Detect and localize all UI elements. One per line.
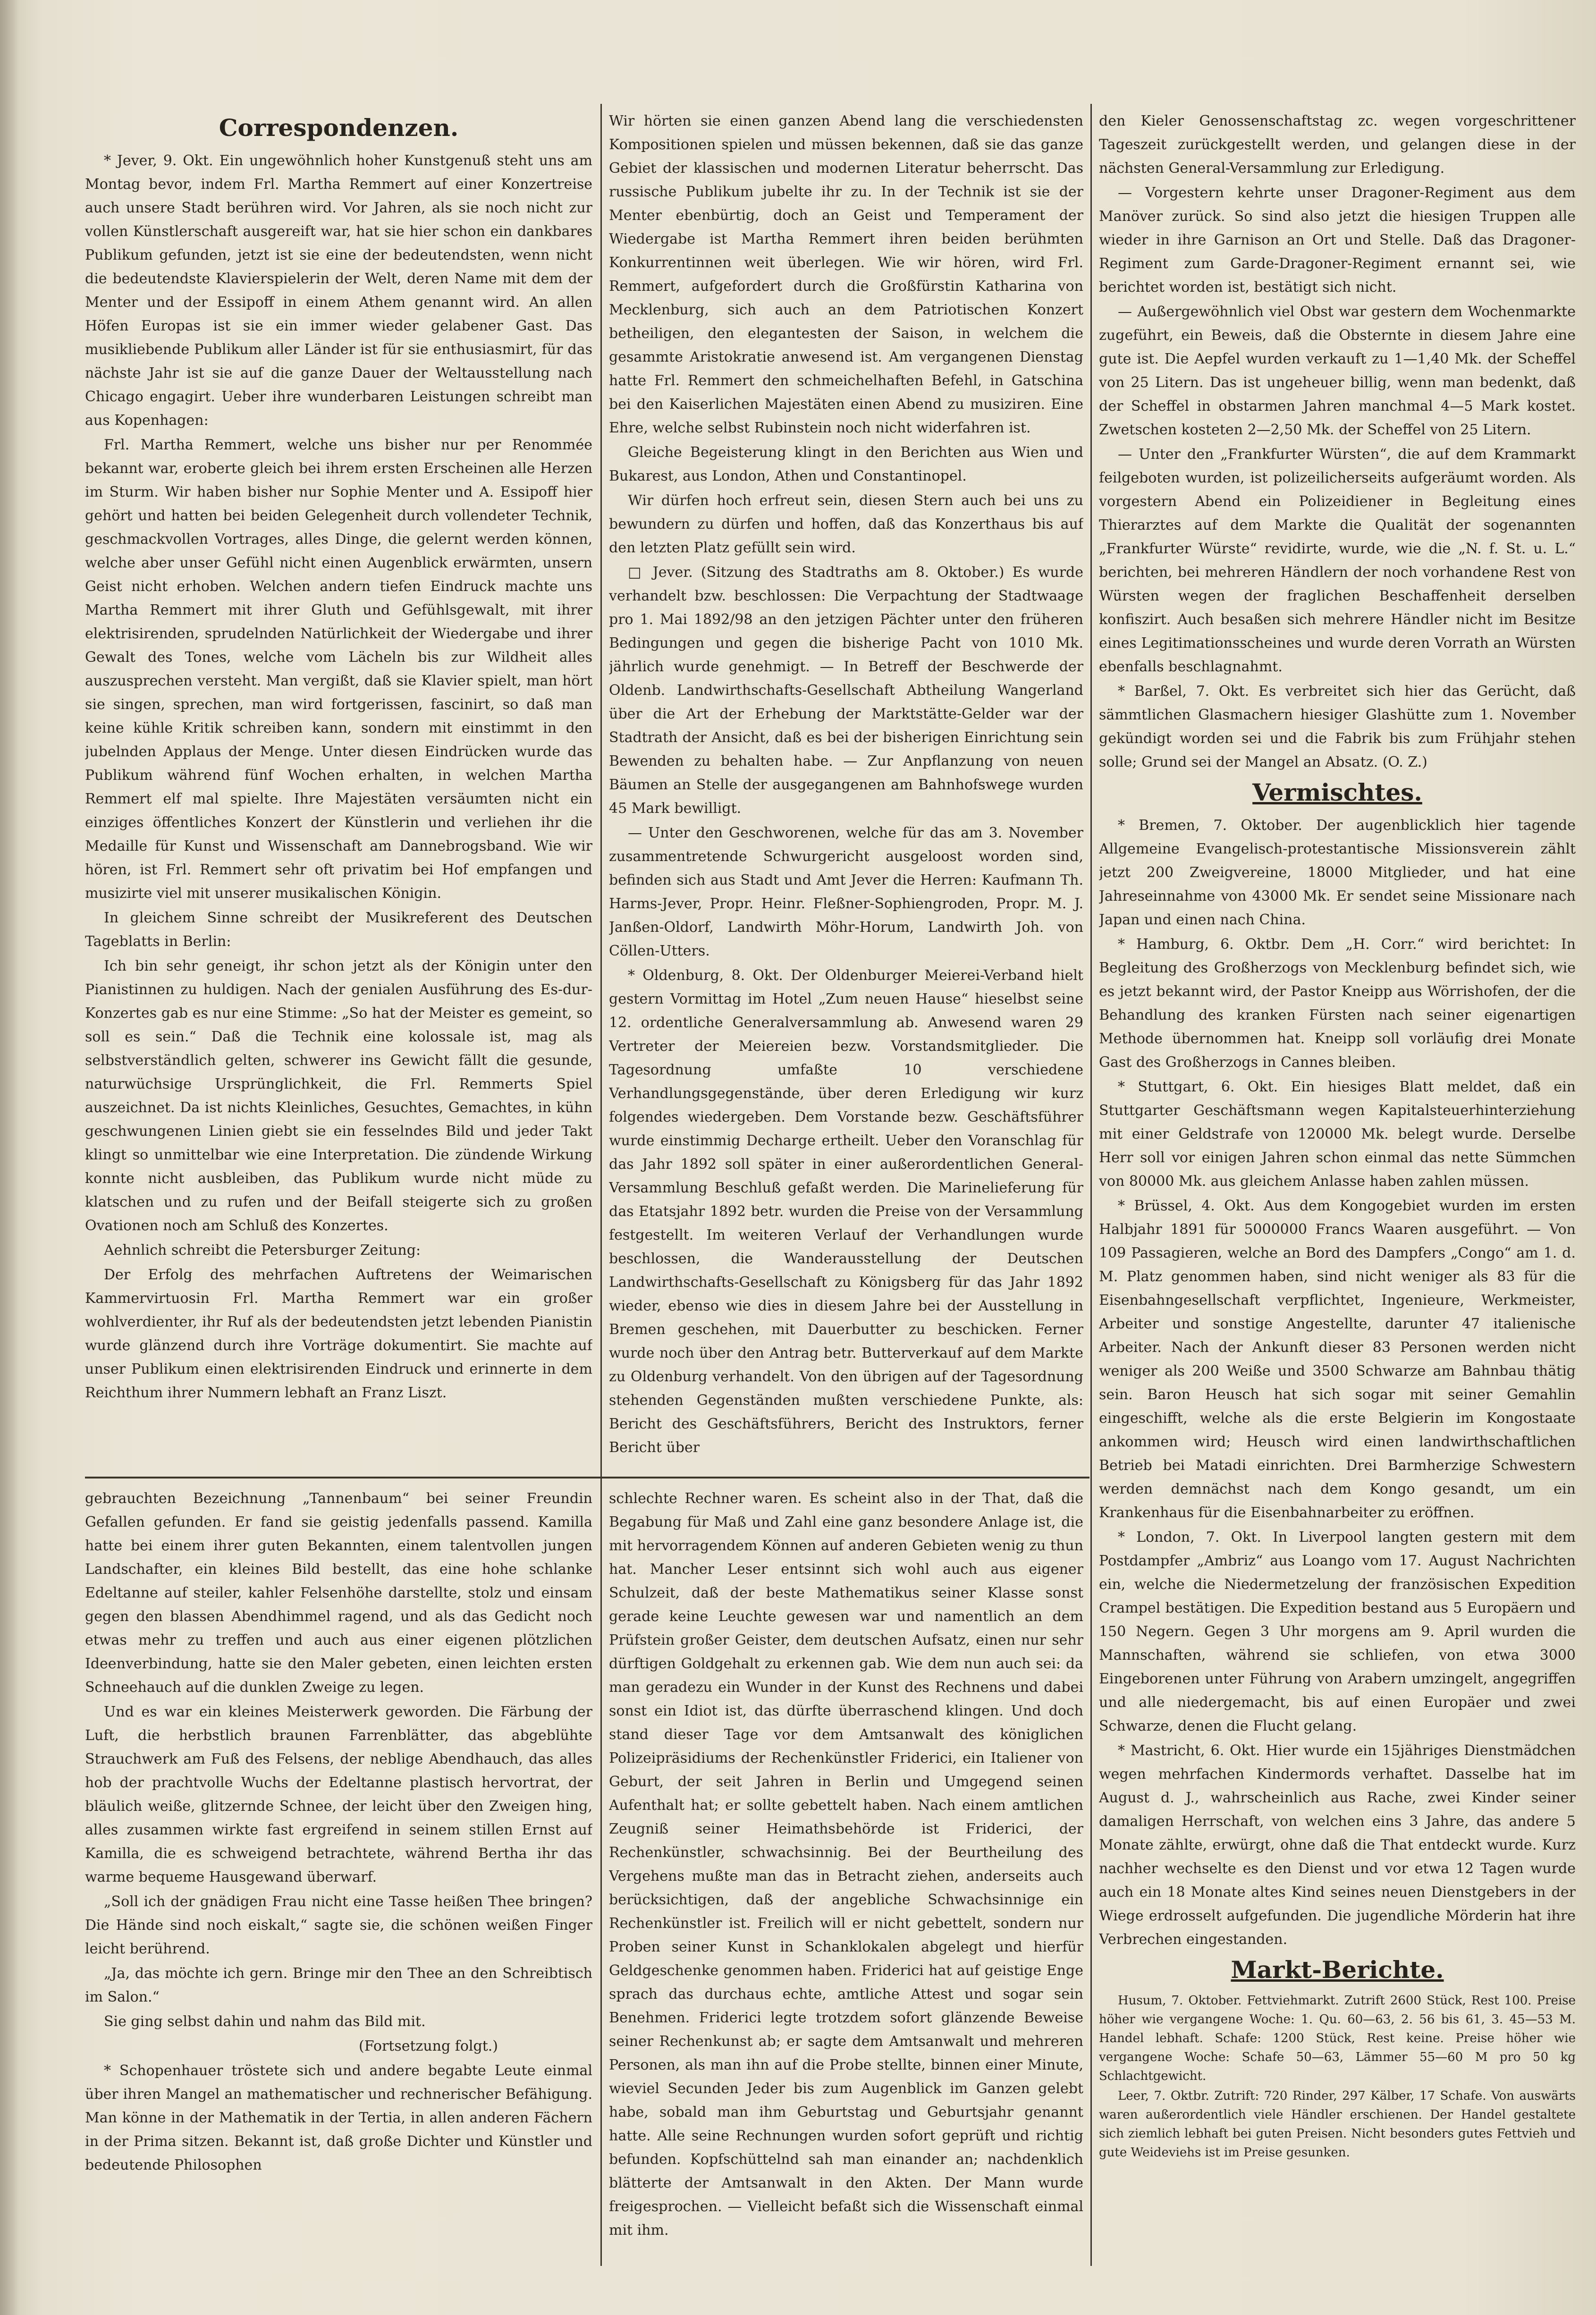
feuilleton-story-part-5: Sie ging selbst dahin und nahm das Bild mit.	[104, 2013, 426, 2030]
feuilleton-story-part-3: „Soll ich der gnädigen Frau nicht eine Tasse heißen Thee bringen? Die Hände sind noch eiskalt,“ sagte sie, die schönen weißen Finger leicht berührend.	[85, 1893, 592, 1957]
article-jever-stadtrath: □ Jever. (Sitzung des Stadtraths am 8. Oktober.) Es wurde verhandelt bzw. beschlossen: Die Verpachtung der Stadtwaage pro 1. Mai 1892/98 an den jetzigen Pächter unter den früheren Bedingungen und gegen die bisherige Pacht von 1010 Mk. jährlich wurde genehmigt. — In Betreff der Beschwerde der Oldenb. Landwirthschafts-Gesellschaft Abtheilung Wangerland über die Art der Erhebung der Marktstätte-Gelder war der Stadtrath der Ansicht, daß es bei der bisherigen Einrichtung sein Bewenden zu behalten habe. — Zur Anpflanzung von neuen Bäumen an Stelle der ausgegangenen am Bahnhofswege wurden 45 Mark bewilligt.	[609, 564, 1083, 817]
article-obst: — Außergewöhnlich viel Obst war gestern dem Wochenmarkte zugeführt, ein Beweis, daß die Obsternte in diesem Jahre eine gute ist. Die Aepfel wurden verkauft zu 1—1,40 Mk. der Scheffel von 25 Litern. Das ist ungeheuer billig, wenn man bedenkt, daß der Scheffel in obstarmen Jahren manchmal 4—5 Mark kostet. Zwetschen kosteten 2—2,50 Mk. der Scheffel von 25 Litern.	[1099, 304, 1576, 438]
article-wuerste: — Unter den „Frankfurter Würsten“, die auf dem Krammarkt feilgeboten wurden, ist polizeilicherseits aufgeräumt worden. Als vorgestern Abend ein Polizeidiener in Begleitung eines Thierarztes auf dem Markte die Qualität der sogenannten „Frankfurter Würste“ revidirte, wurde, wie die „N. f. St. u. L.“ berichten, bei mehreren Händlern der noch vorhandene Rest von Würsten wegen der fraglichen Beschaffenheit derselben konfiszirt. Auch besaßen sich mehrere Händler nicht im Besitze eines Legitimationsscheines und wurde deren Vorrath an Würsten ebenfalls beschlagnahmt.	[1099, 446, 1576, 675]
article-bremen: * Bremen, 7. Oktober. Der augenblicklich hier tagende Allgemeine Evangelisch-protestantische Missionsverein zählt jetzt 200 Zweigvereine, 18000 Mitglieder, und hat eine Jahreseinnahme von 43000 Mk. Er sendet seine Missionare nach Japan und einen nach China.	[1099, 817, 1576, 928]
column-rule-2	[1090, 104, 1092, 2266]
article-london: * London, 7. Okt. In Liverpool langten gestern mit dem Postdampfer „Ambriz“ aus Loango vom 17. August Nachrichten ein, welche die Niedermetzelung der französischen Expedition Crampel bestätigen. Die Expedition bestand aus 5 Europäern und 150 Negern. Gegen 3 Uhr morgens am 9. April wurden die Mannschaften, während sie schliefen, von etwa 3000 Eingeborenen unter Führung von Arabern umzingelt, angegriffen und alle niedergemacht, bis auf einen Europäer und zwei Schwarze, denen die Flucht gelang.	[1099, 1529, 1576, 1734]
feuilleton-story-part-1: gebrauchten Bezeichnung „Tannenbaum“ bei seiner Freundin Gefallen gefunden. Er fand sie geistig jedenfalls passend. Kamilla hatte bei einem ihrer guten Bekannten, einem talentvollen jungen Landschafter, ein kleines Bild bestellt, das eine hohe schlanke Edeltanne auf steiler, kahler Felsenhöhe darstellte, stolz und einsam gegen den blassen Abendhimmel ragend, und als das Gedicht noch etwas mehr zu treffen und auch aus einer eigenen plötzlichen Ideenverbindung, hatte sie den Maler gebeten, einen leichten ersten Schneehauch auf die dunklen Zweige zu legen.	[85, 1490, 592, 1696]
column-rule-1	[600, 104, 602, 2266]
continuation-note: (Fortsetzung folgt.)	[359, 2038, 498, 2054]
article-berlin-intro: In gleichem Sinne schreibt der Musikreferent des Deutschen Tageblatts in Berlin:	[85, 910, 592, 950]
feuilleton-schopenhauer: * Schopenhauer tröstete sich und andere begabte Leute einmal über ihren Mangel an mathematischer und rechnerischer Befähigung. Man könne in der Mathematik in der Tertia, in allen anderen Fächern in der Prima sitzen. Bekannt ist, daß große Dichter und Künstler und bedeutende Philosophen	[85, 2062, 592, 2173]
article-dragoner: — Vorgestern kehrte unser Dragoner-Regiment aus dem Manöver zurück. So sind also jetzt die hiesigen Truppen alle wieder in ihre Garnison an Ort und Stelle. Daß das Dragoner-Regiment zum Garde-Dragoner-Regiment ernannt sei, wie berichtet worden ist, bestätigt sich nicht.	[1099, 185, 1576, 296]
article-petersburg-cont: Wir hörten sie einen ganzen Abend lang die verschiedensten Kompositionen spielen und müssen bekennen, daß sie das ganze Gebiet der klassischen und modernen Literatur beherrscht. Das russische Publikum jubelte ihr zu. In der Technik ist sie der Menter ebenbürtig, doch an Geist und Temperament der Wiedergabe ist Martha Remmert ihren beiden berühmten Konkurrentinnen weit überlegen. Wie wir hören, wird Frl. Remmert, aufgefordert durch die Großfürstin Katharina von Mecklenburg, sich auch an dem Patriotischen Konzert betheiligen, den elegantesten der Saison, in welchem die gesammte Aristokratie anwesend ist. Am vergangenen Dienstag hatte Frl. Remmert den schmeichelhaften Befehl, in Gatschina bei den Kaiserlichen Majestäten einen Abend zu musiziren. Eine Ehre, welche selbst Rubinstein noch nicht widerfahren ist.	[609, 113, 1083, 436]
article-konzerthaus: Wir dürfen hoch erfreut sein, diesen Stern auch bei uns zu bewundern zu dürfen und hoffen, daß das Konzerthaus bis auf den letzten Platz gefüllt sein wird.	[609, 492, 1083, 556]
article-hamburg: * Hamburg, 6. Oktbr. Dem „H. Corr.“ wird berichtet: In Begleitung des Großherzogs von Mecklenburg befindet sich, wie es jetzt bekannt wird, der Pastor Kneipp aus Wörrishofen, der die Behandlung des kranken Fürsten nach seiner eigenartigen Methode übernommen hat. Kneipp soll vorläufig drei Monate Gast des Großherzogs in Cannes bleiben.	[1099, 936, 1576, 1071]
article-begeisterung: Gleiche Begeisterung klingt in den Berichten aus Wien und Bukarest, aus London, Athen und Constantinopel.	[609, 444, 1083, 484]
article-stuttgart: * Stuttgart, 6. Okt. Ein hiesiges Blatt meldet, daß ein Stuttgarter Geschäftsmann wegen Kapitalsteuerhinterziehung mit einer Geldstrafe von 120000 Mk. belegt wurde. Derselbe Herr soll vor einigen Jahren schon einmal das nette Sümmchen von 80000 Mk. aus gleichem Anlasse haben zahlen müssen.	[1099, 1079, 1576, 1190]
article-geschworene: — Unter den Geschworenen, welche für das am 3. November zusammentretende Schwurgericht ausgeloost worden sind, befinden sich aus Stadt und Amt Jever die Herren: Kaufmann Th. Harms-Jever, Propr. Heinr. Fleßner-Sophiengroden, Propr. M. J. Janßen-Oldorf, Landwirth Möhr-Horum, Landwirth Joh. von Cöllen-Utters.	[609, 825, 1083, 959]
feuilleton-column-1	[85, 1487, 592, 2271]
column-2	[609, 110, 1083, 1471]
article-mastricht: * Mastricht, 6. Okt. Hier wurde ein 15jähriges Dienstmädchen wegen mehrfachen Kindermords verhaftet. Dasselbe hat im August d. J., wahrscheinlich aus Rache, zwei Kinder seiner damaligen Herrschaft, von welchen eins 3 Jahre, das andere 5 Monate zählte, erwürgt, ohne daß die That entdeckt wurde. Kurz nachher wechselte es den Dienst und vor etwa 12 Tagen wurde auch ein 18 Monate altes Kind seines neuen Dienstgebers in der Wiege erdrosselt aufgefunden. Die jugendliche Mörderin hat ihre Verbrechen eingestanden.	[1099, 1742, 1576, 1948]
article-petersburg-quote: Der Erfolg des mehrfachen Auftretens der Weimarischen Kammervirtuosin Frl. Martha Remmert war ein großer wohlverdienter, ihr Ruf als der bedeutendsten jetzt lebenden Pianistin wurde glänzend durch ihre Vorträge dokumentirt. Sie machte auf unser Publikum einen elektrisirenden Eindruck und erinnerte in dem Reichthum ihrer Nummern lebhaft an Franz Liszt.	[85, 1267, 592, 1401]
article-oldenburg-meierei: * Oldenburg, 8. Okt. Der Oldenburger Meierei-Verband hielt gestern Vormittag im Hotel „Zum neuen Hause“ hieselbst seine 12. ordentliche Generalversammlung ab. Anwesend waren 29 Vertreter der Meiereien bezw. Vorstandsmitglieder. Die Tagesordnung umfaßte 10 verschiedene Verhandlungsgegenstände, über deren Erledigung wir kurz folgendes wiedergeben. Dem Vorstande bezw. Geschäftsführer wurde einstimmig Decharge ertheilt. Ueber den Voranschlag für das Jahr 1892 soll später in einer außerordentlichen General-Versammlung Beschluß gefaßt werden. Die Marinelieferung für das Etatsjahr 1892 betr. wurden die Preise von der Versammlung festgestellt. Im weiteren Verlauf der Verhandlungen wurde beschlossen, die Wanderausstellung der Deutschen Landwirthschafts-Gesellschaft zu Königsberg für das Jahr 1892 wieder, ebenso wie dies in diesem Jahre bei der Ausstellung in Bremen geschehen, mit Dauerbutter zu beschicken. Ferner wurde noch über den Antrag betr. Butterverkauf auf dem Markte zu Oldenburg verhandelt. Von den übrigen auf der Tagesordnung stehenden Gegenständen mußten verschiedene Punkte, als: Bericht des Geschäftsführers, Bericht des Instruktors, ferner Bericht über	[609, 967, 1083, 1456]
market-report-husum: Husum, 7. Oktober. Fettviehmarkt. Zutrift 2600 Stück, Rest 100. Preise höher wie vergangene Woche: 1. Qu. 60—63, 2. 56 bis 61, 3. 45—53 M. Handel lebhaft. Schafe: 1200 Stück, Rest keine. Preise höher wie vergangene Woche: Schafe 50—63, Lämmer 55—60 M pro 50 kg Schlachtgewicht.	[1099, 1994, 1576, 2083]
feuilleton-rechenkuenstler: schlechte Rechner waren. Es scheint also in der That, daß die Begabung für Maß und Zahl eine ganz besondere Anlage ist, die mit hervorragendem Können auf anderen Gebieten wenig zu thun hat. Mancher Leser entsinnt sich wohl auch aus eigener Schulzeit, daß der beste Mathematikus seiner Klasse sonst gerade keine Leuchte gewesen war und namentlich an dem Prüfstein großer Geister, dem deutschen Aufsatz, einen nur sehr dürftigen Goldgehalt zu erkennen gab. Wie dem nun auch sei: da man geradezu ein Wunder in der Kunst des Rechnens und dabei sonst ein Idiot ist, das dürfte überraschend klingen. Und doch stand dieser Tage vor dem Amtsanwalt des königlichen Polizeipräsidiums der Rechenkünstler Friderici, ein Italiener von Geburt, der seit Jahren in Berlin und Umgegend seinen Aufenthalt hat; er sollte gebettelt haben. Nach einem amtlichen Zeugniß seiner Heimathsbehörde ist Friderici, der Rechenkünstler, schwachsinnig. Bei der Beurtheilung des Vergehens mußte man das in Betracht ziehen, anderseits auch berücksichtigen, daß der angebliche Schwachsinnige ein Rechenkünstler ist. Freilich will er nicht gebettelt, sondern nur Proben seiner Kunst in Schanklokalen abgelegt und hierfür Geldgeschenke genommen haben. Friderici hat auf geistige Enge sprach das durchaus echte, amtliche Attest und sogar sein Benehmen. Friderici legte trotzdem sofort glänzende Beweise seiner Rechenkunst ab; er sagte dem Amtsanwalt und mehreren Personen, als man ihn auf die Probe stellte, binnen einer Minute, wieviel Secunden Jeder bis zum Augenblick im Ganzen gelebt habe, sobald man ihm Geburtstag und Geburtsjahr genannt hatte. Alle seine Rechnungen wurden sofort geprüft und richtig befunden. Kopfschüttelnd sah man einander an; nachdenklich blätterte der Amtsanwalt in den Akten. Der Mann wurde freigesprochen. — Vielleicht befaßt sich die Wissenschaft einmal mit ihm.	[609, 1490, 1083, 2239]
section-heading-vermischtes: Vermischtes.	[1252, 778, 1422, 806]
page-edge-shadow	[0, 0, 19, 2315]
feuilleton-story-part-2: Und es war ein kleines Meisterwerk geworden. Die Färbung der Luft, die herbstlich braunen Farrenblätter, das abgeblühte Strauchwerk am Fuß des Felsens, der neblige Abendhauch, das alles hob der prachtvolle Wuchs der Edeltanne plastisch hervortrat, der bläulich weiße, glitzernde Schnee, der leicht über den Zweigen hing, alles zusammen wirkte fast ergreifend in seinem stillen Ernst auf Kamilla, die es schweigend betrachtete, während Bertha ihr das warme bequeme Hausgewand überwarf.	[85, 1704, 592, 1885]
column-3	[1099, 110, 1576, 2262]
article-jever-concert: * Jever, 9. Okt. Ein ungewöhnlich hoher Kunstgenuß steht uns am Montag bevor, indem Frl. Martha Remmert auf einer Konzertreise auch unsere Stadt berühren wird. Vor Jahren, als sie noch nicht zur vollen Künstlerschaft ausgereift war, hat sie hier schon ein dankbares Publikum gefunden, jetzt ist sie eine der bedeutendsten, wenn nicht die bedeutendste Klavierspielerin der Welt, deren Name mit dem der Menter und der Essipoff in einem Athem genannt wird. An allen Höfen Europas ist sie ein immer wieder gelabener Gast. Das musikliebende Publikum aller Länder ist für sie enthusiasmirt, für das nächste Jahr ist sie auf die ganze Dauer der Weltausstellung nach Chicago engagirt. Ueber ihre wunderbaren Leistungen schreibt man aus Kopenhagen:	[85, 152, 592, 429]
article-bruessel: * Brüssel, 4. Okt. Aus dem Kongogebiet wurden im ersten Halbjahr 1891 für 5000000 Francs Waaren ausgeführt. — Von 109 Passagieren, welche an Bord des Dampfers „Congo“ am 1. d. M. Platz genommen haben, sind nicht weniger als 83 für die Eisenbahngesellschaft verpflichtet, Ingenieure, Werkmeister, Arbeiter und sonstige Angestellte, darunter 47 italienische Arbeiter. Nach der Ankunft dieser 83 Personen werden nicht weniger als 200 Weiße und 3500 Schwarze am Bahnbau thätig sein. Baron Heusch hat sich sogar mit seiner Gemahlin eingeschifft, welche als die erste Belgierin im Kongostaate ankommen wird; Heusch wird einen landwirthschaftlichen Betrieb bei Matadi einrichten. Drei Barmherzige Schwestern werden demnächst nach dem Kongo gesandt, um ein Krankenhaus für die Eisenbahnarbeiter zu eröffnen.	[1099, 1198, 1576, 1521]
section-heading-correspondenzen: Correspondenzen.	[219, 114, 459, 142]
section-heading-markt-berichte: Markt-Berichte.	[1231, 1956, 1444, 1984]
feuilleton-rule	[85, 1477, 1089, 1479]
feuilleton-story-part-4: „Ja, das möchte ich gern. Bringe mir den Thee an den Schreibtisch im Salon.“	[85, 1965, 592, 2005]
article-kopenhagen-quote: Frl. Martha Remmert, welche uns bisher nur per Renommée bekannt war, eroberte gleich bei ihrem ersten Erscheinen alle Herzen im Sturm. Wir haben bisher nur Sophie Menter und A. Essipoff hier gehört und hatten bei beiden Gelegenheit durch vollendeter Technik, geschmackvollen Vortrages, alles Dinge, die gelernt werden können, welche aber unser Gefühl nicht einen Augenblick erwärmten, unsern Geist nicht erhoben. Welchen andern tiefen Eindruck machte uns Martha Remmert mit ihrer Gluth und Gefühlsgewalt, mit ihrer elektrisirenden, sprudelnden Natürlichkeit der Wiedergabe und ihrer Gewalt des Tones, welche vom Lächeln bis zur Wildheit alles auszusprechen versteht. Man vergißt, daß sie Klavier spielt, man hört sie singen, sprechen, man wird fortgerissen, fascinirt, so daß man keine kühle Kritik schreiben kann, sondern mit einstimmt in den jubelnden Applaus der Menge. Unter diesen Eindrücken wurde das Publikum während fünf Wochen erhalten, in welchen Martha Remmert elf mal spielte. Ihre Majestäten versäumten nicht ein einziges öffentliches Konzert der Künstlerin und verliehen ihr die Medaille für Kunst und Wissenschaft am Dannebrogsband. Wie wir hören, ist Frl. Remmert sehr oft privatim bei Hof empfangen und musizirte viel mit unserer musikalischen Königin.	[85, 437, 592, 902]
article-berlin-quote: Ich bin sehr geneigt, ihr schon jetzt als der Königin unter den Pianistinnen zu huldigen. Nach der genialen Ausführung des Es-dur-Konzertes gab es nur eine Stimme: „So hat der Meister es gemeint, so soll es sein.“ Daß die Technik eine kolossale ist, mag als selbstverständlich gelten, schwerer ins Gewicht fällt die gesunde, naturwüchsige Ursprünglichkeit, die Frl. Remmerts Spiel auszeichnet. Da ist nichts Kleinliches, Gesuchtes, Gemachtes, in kühn geschwungenen Linien giebt sie ein fesselndes Bild und jeder Takt klingt so unmittelbar wie eine Interpretation. Die zündende Wirkung konnte nicht ausbleiben, das Publikum wurde nicht müde zu klatschen und zu rufen und der Beifall steigerte sich zu großen Ovationen noch am Schluß des Konzertes.	[85, 958, 592, 1234]
column-1	[85, 110, 592, 1471]
article-barssel: * Barßel, 7. Okt. Es verbreitet sich hier das Gerücht, daß sämmtlichen Glasmachern hiesiger Glashütte zum 1. November gekündigt worden sei und die Fabrik bis zum Frühjahr stehen solle; Grund sei der Mangel an Absatz. (O. Z.)	[1099, 683, 1576, 770]
article-petersburg-intro: Aehnlich schreibt die Petersburger Zeitung:	[104, 1242, 421, 1259]
market-report-leer: Leer, 7. Oktbr. Zutrift: 720 Rinder, 297 Kälber, 17 Schafe. Von auswärts waren außerordentlich viele Händler erschienen. Der Handel gestaltete sich ziemlich lebhaft bei guten Preisen. Nicht besonders gutes Fettvieh und gute Weideviehs ist im Preise gesunken.	[1099, 2089, 1576, 2160]
feuilleton-column-2	[609, 1487, 1083, 2271]
article-oldenburg-cont: den Kieler Genossenschaftstag zc. wegen vorgeschrittener Tageszeit zurückgestellt werden, und gelangen diese in der nächsten General-Versammlung zur Erledigung.	[1099, 113, 1576, 177]
